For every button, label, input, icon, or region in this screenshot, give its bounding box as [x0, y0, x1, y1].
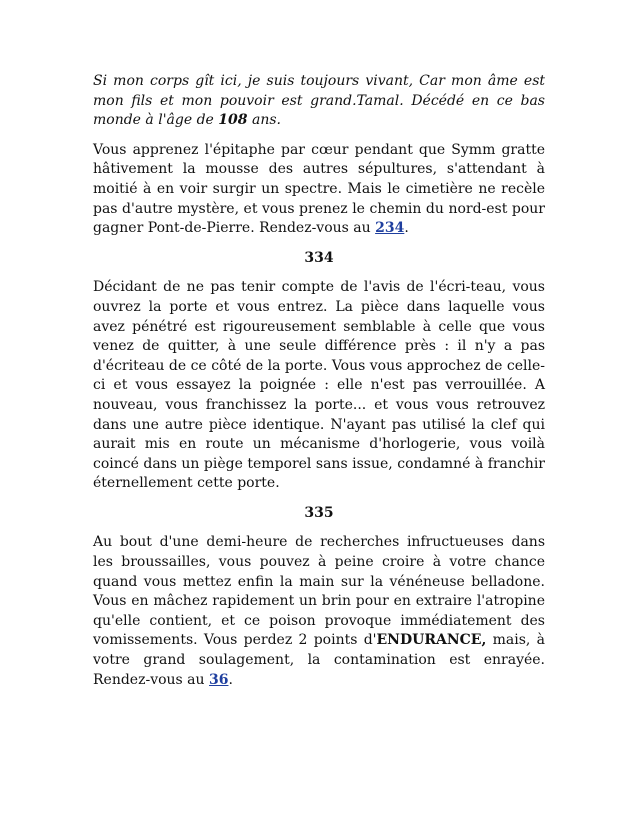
epitaph-paragraph: [93, 72, 545, 131]
section-335-text: Au bout d'une demi-heure de recherches infructueuses dans les broussailles, vous pouvez à peine croire à votre chance quand vous mettez enfin la main sur la vénéneuse belladone. Vous en mâchez rapidement un brin pour en extraire l'atropine qu'elle contient, et ce poison provoque immédiatement des vomissements. Vous perdez 2 points d': [93, 534, 545, 649]
endurance-stat: ENDURANCE,: [376, 632, 487, 649]
page-content: [93, 72, 545, 700]
intro-text-end: .: [404, 220, 409, 237]
intro-paragraph: [93, 141, 545, 239]
link-234[interactable]: 234: [375, 220, 405, 237]
section-335-paragraph: [93, 533, 545, 690]
section-335-text-mid: mais, à votre grand soulagement, la contamination est enrayée. Rendez-vous au: [93, 632, 546, 688]
section-number-335: 335: [304, 504, 334, 521]
epitaph-text: Si mon corps gît ici, je suis toujours vivant, Car mon âme est mon fils et mon pouvoir est grand.Tamal. Décédé en ce bas monde à l'âge de: [93, 73, 545, 129]
link-36[interactable]: 36: [209, 671, 229, 688]
epitaph-text-end: ans.: [247, 112, 281, 129]
intro-text: Vous apprenez l'épitaphe par cœur pendant que Symm gratte hâtivement la mousse des autres sépultures, s'attendant à moitié à en voir surgir un spectre. Mais le cimetière ne recèle pas d'autre mystère, et vous prenez le chemin du nord-est pour gagner Pont-de-Pierre. Rendez-vous au: [93, 141, 545, 237]
epitaph-age: 108: [218, 112, 248, 129]
section-334-paragraph: Décidant de ne pas tenir compte de l'avis de l'écri-teau, vous ouvrez la porte et vous entrez. La pièce dans laquelle vous avez pénétré est rigoureusement semblable à celle que vous venez de quitter, à une seule différence près : il n'y a pas d'écriteau de ce côté de la porte. Vous vous approchez de celle-ci et vous essayez la poignée : elle n'est pas verrouillée. A nouveau, vous franchissez la porte... et vous vous retrouvez dans une autre pièce identique. N'ayant pas utilisé la clef qui aurait mis en route un mécanisme d'horlogerie, vous voilà coincé dans un piège temporel sans issue, condamné à franchir éternellement cette porte.: [93, 279, 545, 492]
section-335-text-end: .: [228, 671, 233, 688]
section-number-334: 334: [304, 249, 334, 266]
